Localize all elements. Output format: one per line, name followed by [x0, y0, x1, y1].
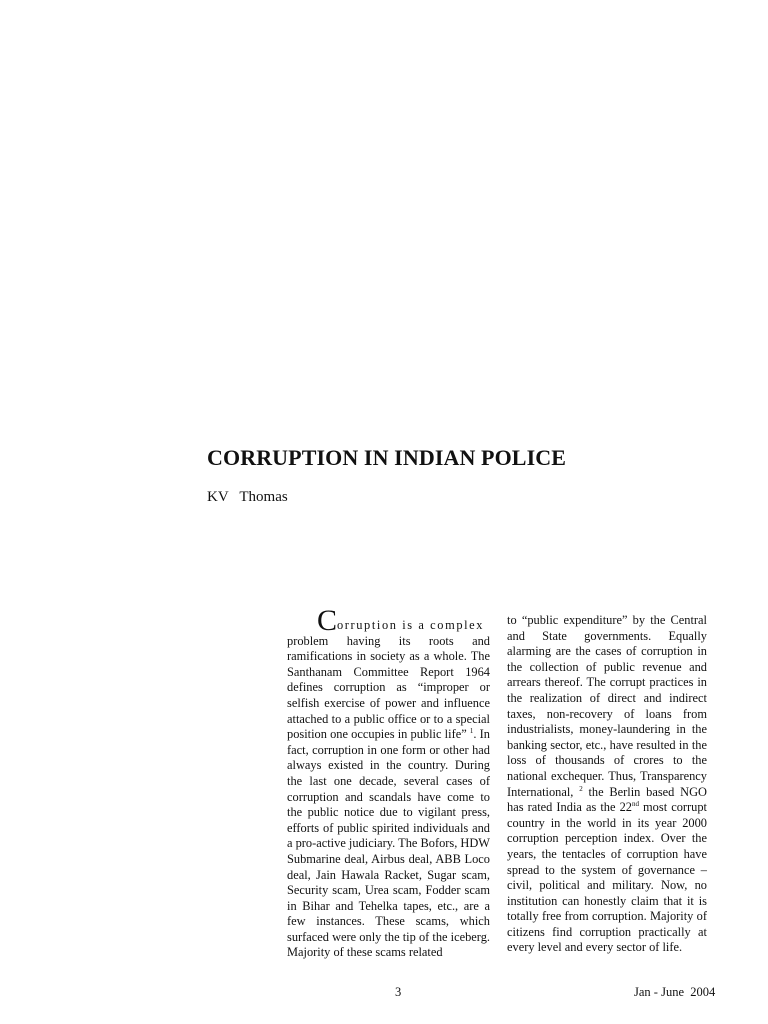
body-column-right [507, 613, 707, 956]
drop-cap: C [317, 604, 338, 637]
body-text: most corrupt country in the world in its year 2000 corruption perception index. Over the years, the tentacles of corruption have spread to the system of governance – civil, political and military. Now, no institution can honestly claim that it is totally free from corruption. Majority of citizens find corruption practically at every level and every sector of life. [507, 800, 707, 955]
article-title: CORRUPTION IN INDIAN POLICE [207, 445, 567, 470]
opening-line [287, 604, 490, 637]
page-number: 3 [395, 985, 402, 999]
footnote-ref: 2 [579, 784, 583, 793]
body-text: to “public expenditure” by the Central and State governments. Equally alarming are the cases of corruption in the collection of public revenue and arrears thereof. The corrupt practices in the realization of direct and indirect taxes, non-recovery of loans from industrialists, money-laundering in the banking sector, etc., have resulted in the loss of thousands of crores to the national exchequer. Thus, Transparency International, [507, 613, 707, 799]
body-paragraph-left [287, 634, 490, 961]
body-text: . In fact, corruption in one form or other had always existed in the country. During the last one decade, several cases of corruption and scandals have come to the public notice due to vigilant press, efforts of public spirited individuals and a pro-active judiciary. The Bofors, HDW Submarine deal, Airbus deal, ABB Loco deal, Jain Hawala Racket, Sugar scam, Security scam, Urea scam, Fodder scam in Bihar and Tehelka tapes, etc., are a few instances. These scams, which surfaced were only the tip of the iceberg. Majority of these scams related [287, 727, 490, 960]
ordinal-suffix: nd [631, 800, 639, 809]
opening-line-text: orruption is a complex [337, 618, 485, 632]
article-author: KV Thomas [207, 489, 288, 505]
body-text: the Berlin based NGO has rated India as the 22 [507, 784, 707, 815]
footnote-ref: 1 [469, 727, 474, 736]
body-text: problem having its roots and ramifications in society as a whole. The Santhanam Committee Report 1964 defines corruption as “improper or selfish exercise of power and influence attached to a public office or to a special position one occupies in public life” [287, 633, 490, 742]
body-column-left [287, 604, 490, 961]
issue-date: Jan - June 2004 [634, 985, 716, 999]
body-paragraph-right [507, 613, 707, 956]
